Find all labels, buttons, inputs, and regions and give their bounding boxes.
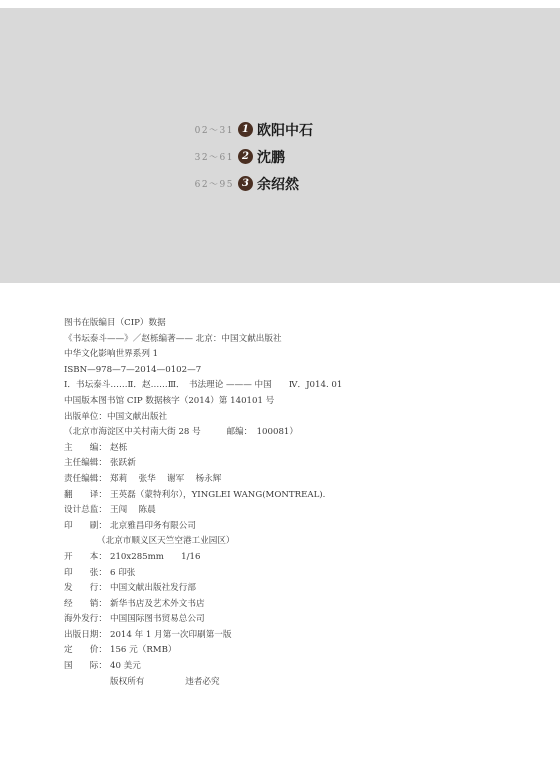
credit-label: 翻 译： [64, 489, 107, 500]
spec-distributor [64, 597, 504, 613]
spec-issuer [64, 581, 504, 597]
publisher-label: 出版单位： [64, 411, 107, 422]
cip-heading: 图书在版编目（CIP）数据 [64, 318, 166, 328]
toc-number-badge: 3 [238, 176, 253, 191]
printer-address: （北京市顺义区天竺空港工业园区） [97, 536, 235, 547]
credit-duty-editor [64, 472, 504, 488]
toc-item[interactable] [190, 170, 313, 197]
contents-panel [0, 8, 560, 283]
spec-label: 印 张： [64, 567, 107, 578]
credit-value: 王闯 陈晨 [110, 505, 156, 516]
cip-isbn-line: ISBN—978—7—2014—0102—7 [64, 364, 202, 375]
cip-classification-line: Ⅰ．书坛泰斗……Ⅱ．赵……Ⅲ． 书法理论 ——— 中国 Ⅳ．J014. 01 [64, 380, 343, 391]
toc-page-range: 62～95 [194, 180, 234, 190]
credit-label: 印 刷： [64, 520, 107, 531]
credit-value: 郑莉 张华 谢军 杨永辉 [110, 473, 222, 484]
credit-value: 赵栎 [110, 442, 128, 453]
spec-label: 发 行： [64, 583, 107, 594]
spec-value: 40 美元 [110, 661, 141, 672]
spec-label: 经 销： [64, 598, 107, 609]
cip-title-line: 《书坛泰斗——》／赵栎编著—— 北京：中国文献出版社 [64, 333, 282, 344]
credit-design [64, 503, 504, 519]
credit-printer [64, 519, 504, 535]
toc-page-range: 32～61 [194, 153, 234, 163]
publisher-line [64, 410, 504, 426]
publisher-address: （北京市海淀区中关村南大街 28 号 邮编： 100081） [64, 427, 298, 438]
cip-data-block [64, 316, 504, 690]
spec-sheets [64, 566, 504, 582]
spec-value: 中国文献出版社发行部 [110, 583, 196, 594]
toc-number-badge: 1 [238, 122, 253, 137]
spec-value: 新华书店及艺术外文书店 [110, 598, 205, 609]
spec-value: 6 印张 [110, 567, 136, 578]
credit-translator [64, 488, 504, 504]
spec-label: 国 际： [64, 661, 107, 672]
copyright-left: 版权所有 [110, 676, 145, 687]
copyright-notice [64, 675, 504, 691]
credit-value: 北京雅昌印务有限公司 [110, 520, 196, 531]
toc-item[interactable] [190, 116, 313, 143]
toc-page-range: 02～31 [194, 126, 234, 136]
cip-record-number: 中国版本图书馆 CIP 数据核字（2014）第 140101 号 [64, 395, 275, 406]
toc-number-badge: 2 [238, 149, 253, 164]
publisher-value: 中国文献出版社 [106, 411, 168, 422]
spec-label: 出版日期： [64, 629, 107, 640]
spec-value: 156 元（RMB） [110, 645, 177, 656]
toc-artist-name: 沈鹏 [257, 149, 285, 166]
credit-label: 责任编辑： [64, 473, 107, 484]
credit-label: 主 编： [64, 442, 107, 453]
credit-label: 设计总监： [64, 505, 107, 516]
toc-artist-name: 欧阳中石 [257, 122, 313, 139]
spec-label: 定 价： [64, 645, 107, 656]
spec-overseas [64, 612, 504, 628]
spec-label: 海外发行： [64, 614, 107, 625]
spec-label: 开 本： [64, 551, 107, 562]
copyright-right: 违者必究 [185, 676, 220, 687]
spec-intl-price [64, 659, 504, 675]
spec-value: 2014 年 1 月第一次印刷第一版 [110, 629, 232, 640]
spec-value: 中国国际图书贸易总公司 [110, 614, 205, 625]
table-of-contents [190, 116, 313, 197]
credit-label: 主任编辑： [64, 458, 107, 469]
credit-value: 王英磊（蒙特利尔），YINGLEI WANG(MONTREAL). [110, 489, 326, 500]
toc-item[interactable] [190, 143, 313, 170]
spec-format [64, 550, 504, 566]
cip-series-line: 中华文化影响世界系列 1 [64, 349, 159, 360]
credit-editor [64, 441, 504, 457]
toc-artist-name: 余绍然 [257, 176, 299, 193]
credit-value: 张跃新 [110, 458, 136, 469]
credit-chief-editor [64, 456, 504, 472]
spec-price [64, 643, 504, 659]
spec-value: 210x285mm 1/16 [110, 551, 201, 562]
spec-date [64, 628, 504, 644]
